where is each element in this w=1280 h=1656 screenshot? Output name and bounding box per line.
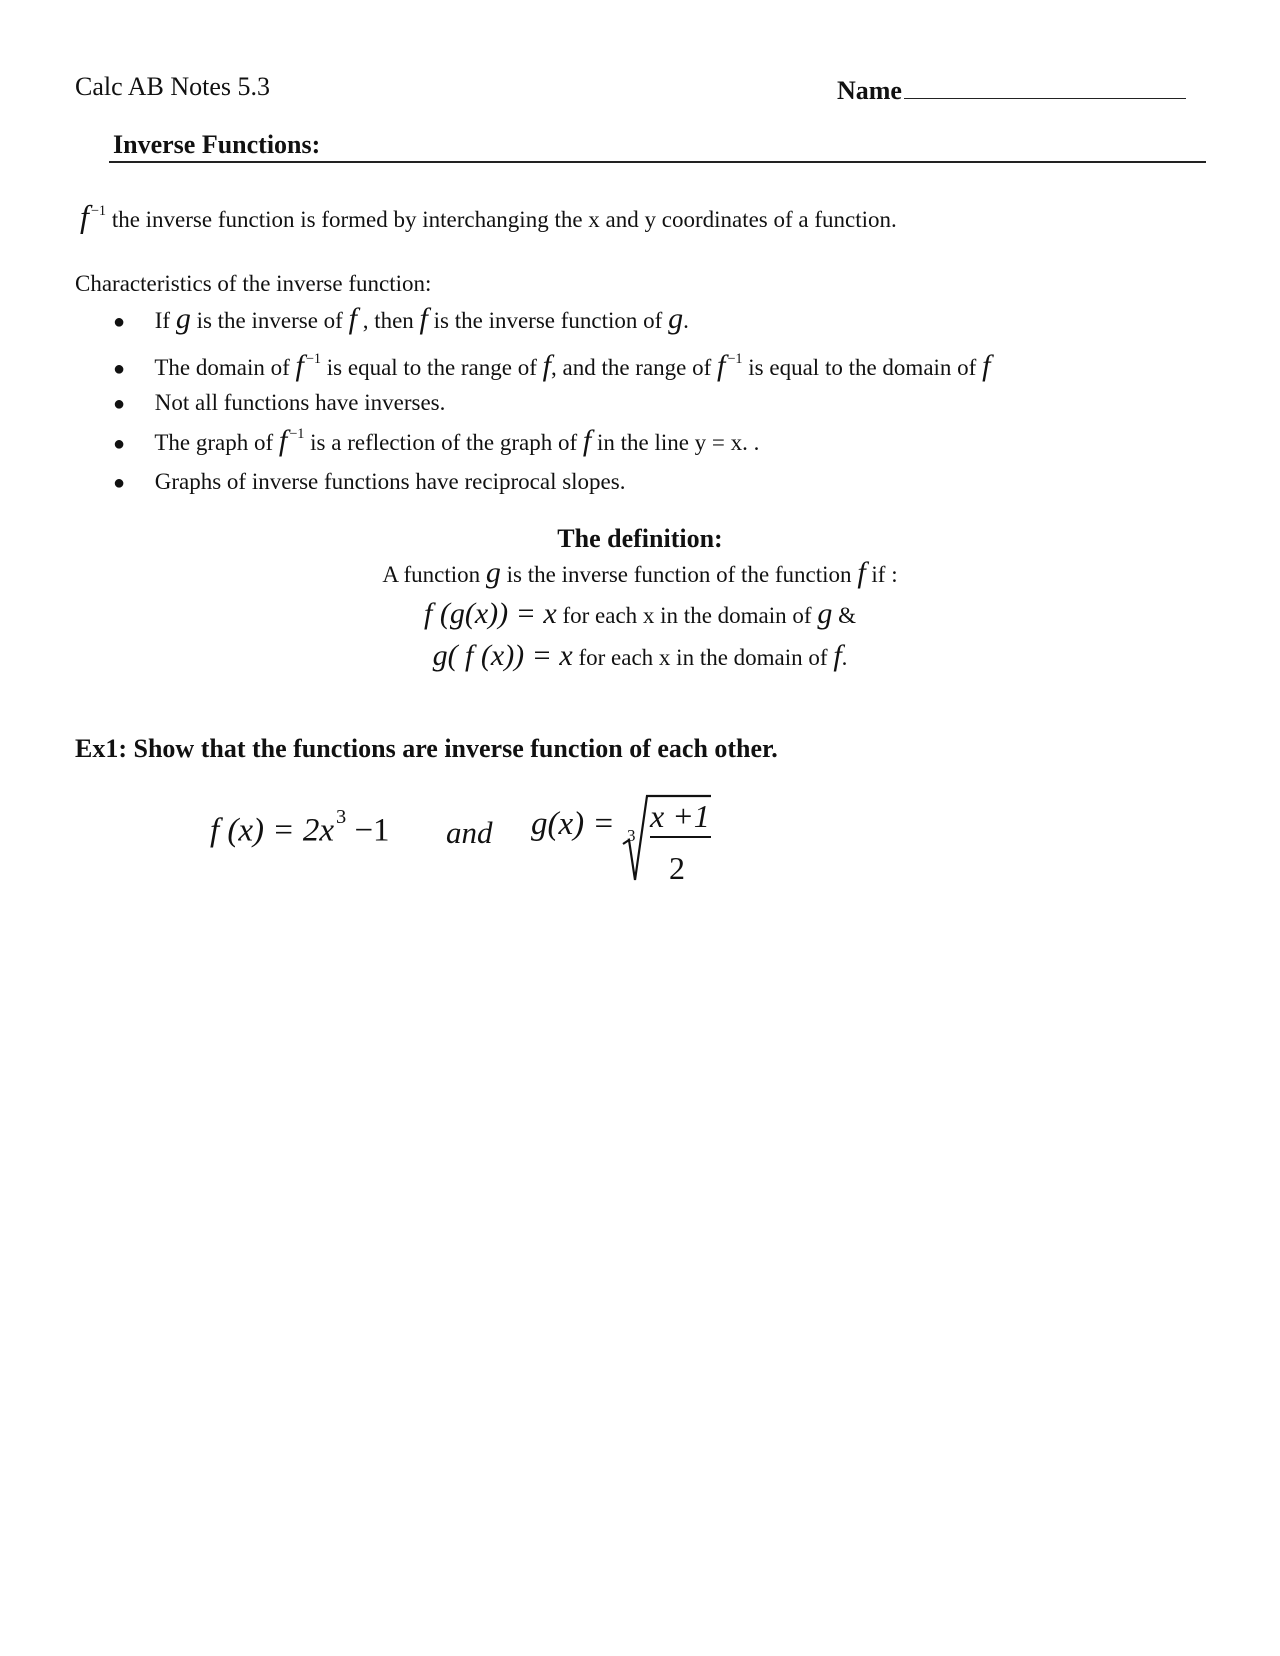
bullet-text: If <box>154 308 171 333</box>
math-g: g <box>668 302 684 335</box>
definition-text: for each x in the domain of <box>578 645 828 670</box>
bullet-text: Not all functions have inverses. <box>154 390 446 415</box>
name-field <box>837 72 1186 106</box>
math-f: f <box>419 302 428 335</box>
intro-line <box>80 198 897 235</box>
math-expression: g( f (x)) = x <box>432 639 573 672</box>
definition-line <box>0 639 1280 673</box>
bullet-item <box>113 302 689 336</box>
g-equation-lhs: g(x) = <box>531 806 615 842</box>
example-title: Ex1: Show that the functions are inverse function of each other. <box>75 734 778 763</box>
f-equation <box>210 806 390 849</box>
intro-text: the inverse function is formed by interchanging the x and y coordinates of a function. <box>111 207 897 232</box>
bullet-item <box>113 390 445 416</box>
math-expression: f (g(x)) = x <box>424 597 557 630</box>
bullet-icon: ● <box>113 433 126 455</box>
math-f: f <box>348 302 357 335</box>
f-equation-rhs: −1 <box>346 812 390 849</box>
math-g: g <box>175 302 191 335</box>
f-symbol: f <box>80 198 89 234</box>
bullet-text: , and the range of <box>550 355 712 380</box>
math-f: f <box>295 349 304 382</box>
fraction-numerator: x +1 <box>650 798 710 834</box>
radical-index: 3 <box>627 826 636 845</box>
bullet-icon: ● <box>113 393 126 415</box>
math-g: g <box>485 556 501 589</box>
definition-line <box>0 556 1280 590</box>
definition-text: if : <box>871 562 898 587</box>
bullet-item <box>113 424 759 458</box>
inverse-exponent: −1 <box>90 202 107 219</box>
section-divider <box>109 161 1206 163</box>
bullet-text: is the inverse of <box>196 308 343 333</box>
definition-line <box>0 597 1280 631</box>
definition-text: is the inverse function of the function <box>506 562 852 587</box>
math-f: f <box>542 349 551 382</box>
math-f: f <box>582 424 592 457</box>
section-title: Inverse Functions: <box>113 130 321 159</box>
bullet-item <box>113 469 625 495</box>
math-f: f <box>717 349 726 382</box>
definition-text: for each x in the domain of <box>562 603 812 628</box>
bullet-icon: ● <box>113 472 126 494</box>
name-blank-line <box>904 72 1186 99</box>
f-equation-lhs: f (x) = 2x <box>210 812 334 849</box>
fraction-denominator: 2 <box>669 850 685 886</box>
and-connector: and <box>446 815 493 850</box>
bullet-text: is the inverse function of <box>433 308 663 333</box>
math-f: f <box>857 556 866 589</box>
math-f: f <box>982 349 991 382</box>
bullet-text: , then <box>362 308 414 333</box>
math-g: g <box>817 597 833 630</box>
definition-text: A function <box>382 562 481 587</box>
bullet-icon: ● <box>113 311 126 333</box>
characteristics-title: Characteristics of the inverse function: <box>75 271 432 296</box>
bullet-text: is equal to the range of <box>326 355 537 380</box>
math-f: f <box>278 424 288 457</box>
bullet-text: is equal to the domain of <box>748 355 977 380</box>
bullet-text: The domain of <box>154 355 290 380</box>
inverse-exponent: −1 <box>305 350 322 367</box>
bullet-text: in the line y = x. . <box>596 430 760 455</box>
definition-title: The definition: <box>557 524 723 553</box>
inverse-exponent: −1 <box>289 425 305 442</box>
bullet-text: Graphs of inverse functions have reciprocal slopes. <box>154 469 626 494</box>
bullet-text: is a reflection of the graph of <box>310 430 578 455</box>
definition-text: . <box>841 645 848 670</box>
bullet-text: . <box>683 308 689 333</box>
math-f: f <box>833 639 842 672</box>
bullet-icon: ● <box>113 358 126 380</box>
definition-text: & <box>838 603 856 628</box>
bullet-text: The graph of <box>154 430 274 455</box>
course-heading: Calc AB Notes 5.3 <box>75 72 270 101</box>
bullet-item <box>113 349 990 383</box>
name-label: Name <box>837 76 902 105</box>
inverse-exponent: −1 <box>727 350 743 367</box>
cube-exponent: 3 <box>335 806 347 828</box>
